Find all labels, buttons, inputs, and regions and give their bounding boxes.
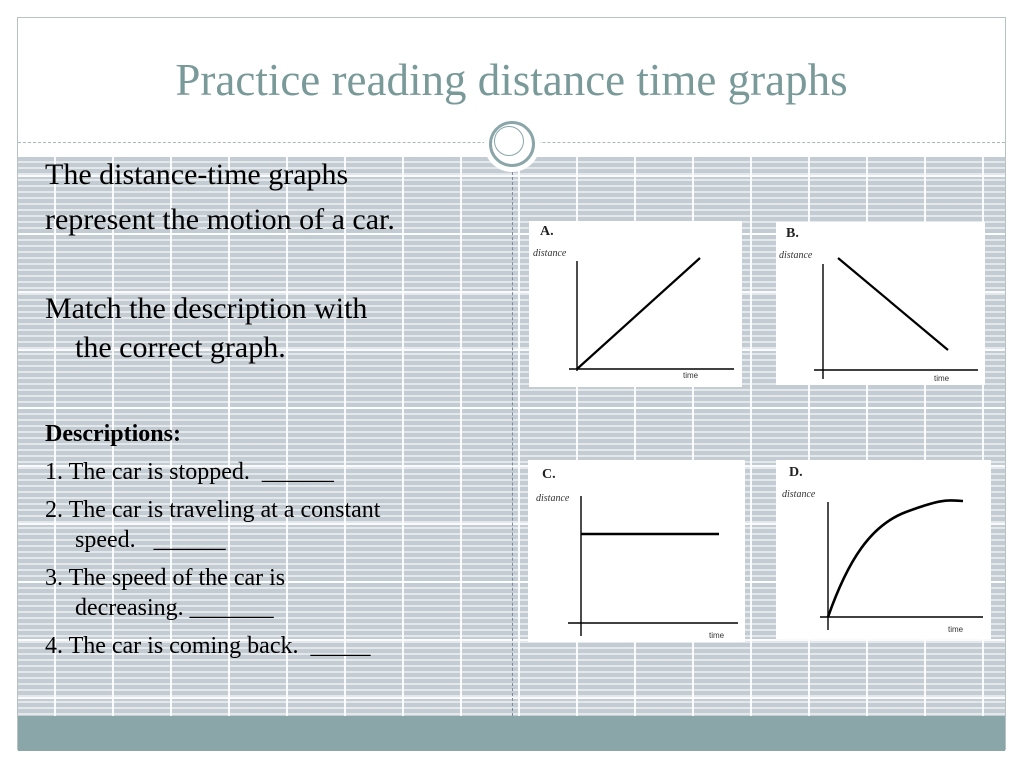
- graph-b-label: B.: [786, 226, 799, 241]
- graph-c: [528, 460, 745, 642]
- instruction-line-2: the correct graph.: [75, 331, 286, 364]
- graph-c-x-axis-label: time: [709, 631, 725, 640]
- description-item-1: 1. The car is stopped. ______: [45, 459, 334, 485]
- graph-d: [776, 460, 991, 639]
- graph-d-y-axis-label: distance: [782, 489, 816, 500]
- graph-b-line: [838, 258, 948, 350]
- graph-a: [529, 221, 742, 387]
- graph-a-x-axis-label: time: [683, 371, 699, 380]
- instruction-line-1: Match the description with: [45, 292, 368, 325]
- graph-b-x-axis-label: time: [934, 374, 950, 383]
- intro-line-2: represent the motion of a car.: [45, 203, 395, 236]
- descriptions-heading: Descriptions:: [45, 421, 181, 447]
- graph-a-line: [577, 258, 700, 369]
- circle-ornament-icon: [484, 116, 540, 172]
- description-item-3: 3. The speed of the car is: [45, 565, 286, 591]
- description-item-3-cont: decreasing. _______: [75, 595, 274, 621]
- intro-line-1: The distance-time graphs: [45, 158, 349, 191]
- graph-c-label: C.: [542, 467, 556, 482]
- slide-title: Practice reading distance time graphs: [175, 55, 848, 105]
- graph-a-label: A.: [540, 224, 554, 239]
- graph-d-label: D.: [789, 465, 803, 480]
- graph-d-curve: [828, 500, 963, 617]
- graph-a-y-axis-label: distance: [533, 248, 567, 259]
- description-item-4: 4. The car is coming back. _____: [45, 633, 371, 659]
- graph-c-y-axis-label: distance: [536, 493, 570, 504]
- center-divider: [512, 157, 513, 716]
- graph-d-x-axis-label: time: [948, 625, 964, 634]
- graph-b: [776, 222, 985, 385]
- graph-b-y-axis-label: distance: [779, 250, 813, 261]
- description-item-2-cont: speed. ______: [75, 527, 226, 553]
- description-item-2: 2. The car is traveling at a constant: [45, 497, 381, 523]
- footer-bar: [18, 716, 1005, 751]
